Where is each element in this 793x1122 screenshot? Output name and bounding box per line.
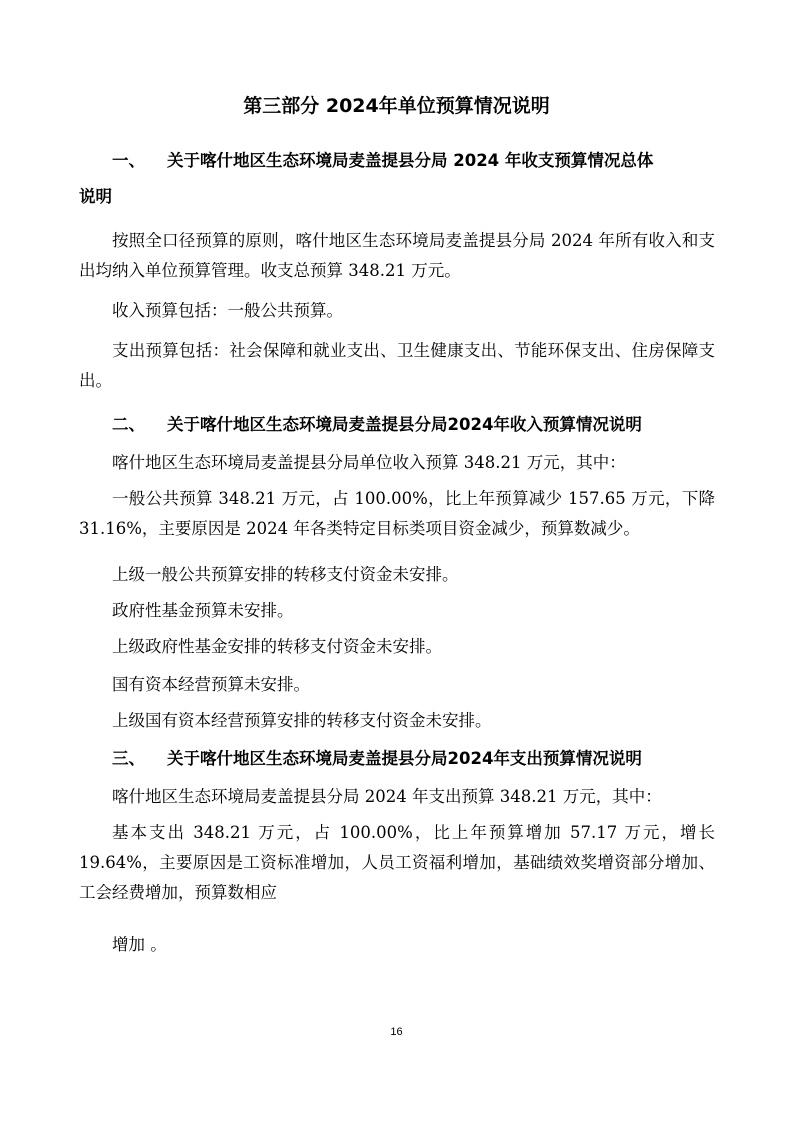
section1-heading [79, 146, 715, 212]
section3-paragraph-3: 增加 。 [112, 935, 167, 954]
section1-paragraph-2: 收入预算包括：一般公共预算。 [112, 301, 343, 320]
page-number: 16 [390, 1026, 403, 1038]
section2-heading [79, 410, 715, 440]
section3-paragraph-1: 喀什地区生态环境局麦盖提县分局 2024 年支出预算 348.21 万元，其中： [112, 787, 662, 806]
page-title: 第三部分 2024年单位预算情况说明 [243, 95, 550, 117]
section2-paragraph-7: 上级国有资本经营预算安排的转移支付资金未安排。 [112, 711, 492, 730]
section1-paragraph-1: 按照全口径预算的原则，喀什地区生态环境局麦盖提县分局 2024 年所有收入和支出均纳入单位预算管理。收支总预算 348.21 万元。 [79, 231, 715, 280]
section2-paragraph-4: 政府性基金预算未安排。 [112, 601, 294, 620]
section1-number: 一、 [112, 151, 145, 170]
section3-paragraph-2: 基本支出 348.21 万元，占 100.00%，比上年预算增加 57.17 万元，增长 19.64%，主要原因是工资标准增加，人员工资福利增加，基础绩效奖增资部分增加、工会经费增加，预算数相应 [79, 823, 715, 902]
section3-number: 三、 [112, 749, 145, 768]
section3-heading [79, 744, 715, 774]
section1-heading-line2: 说明 [79, 187, 112, 206]
section2-paragraph-2: 一般公共预算 348.21 万元，占 100.00%，比上年预算减少 157.65 万元，下降 31.16%，主要原因是 2024 年各类特定目标类项目资金减少，预算数减少。 [79, 489, 715, 538]
section2-number: 二、 [112, 415, 145, 434]
section1-paragraph-3: 支出预算包括：社会保障和就业支出、卫生健康支出、节能环保支出、住房保障支出。 [79, 341, 715, 390]
section2-paragraph-5: 上级政府性基金安排的转移支付资金未安排。 [112, 637, 442, 656]
section2-paragraph-6: 国有资本经营预算未安排。 [112, 675, 310, 694]
section2-paragraph-3: 上级一般公共预算安排的转移支付资金未安排。 [112, 565, 459, 584]
section2-paragraph-1: 喀什地区生态环境局麦盖提县分局单位收入预算 348.21 万元，其中： [112, 453, 626, 472]
section2-heading-text: 关于喀什地区生态环境局麦盖提县分局2024年收入预算情况说明 [167, 415, 642, 434]
section3-heading-text: 关于喀什地区生态环境局麦盖提县分局2024年支出预算情况说明 [167, 749, 642, 768]
section1-heading-line1: 关于喀什地区生态环境局麦盖提县分局 2024 年收支预算情况总体 [167, 151, 654, 170]
